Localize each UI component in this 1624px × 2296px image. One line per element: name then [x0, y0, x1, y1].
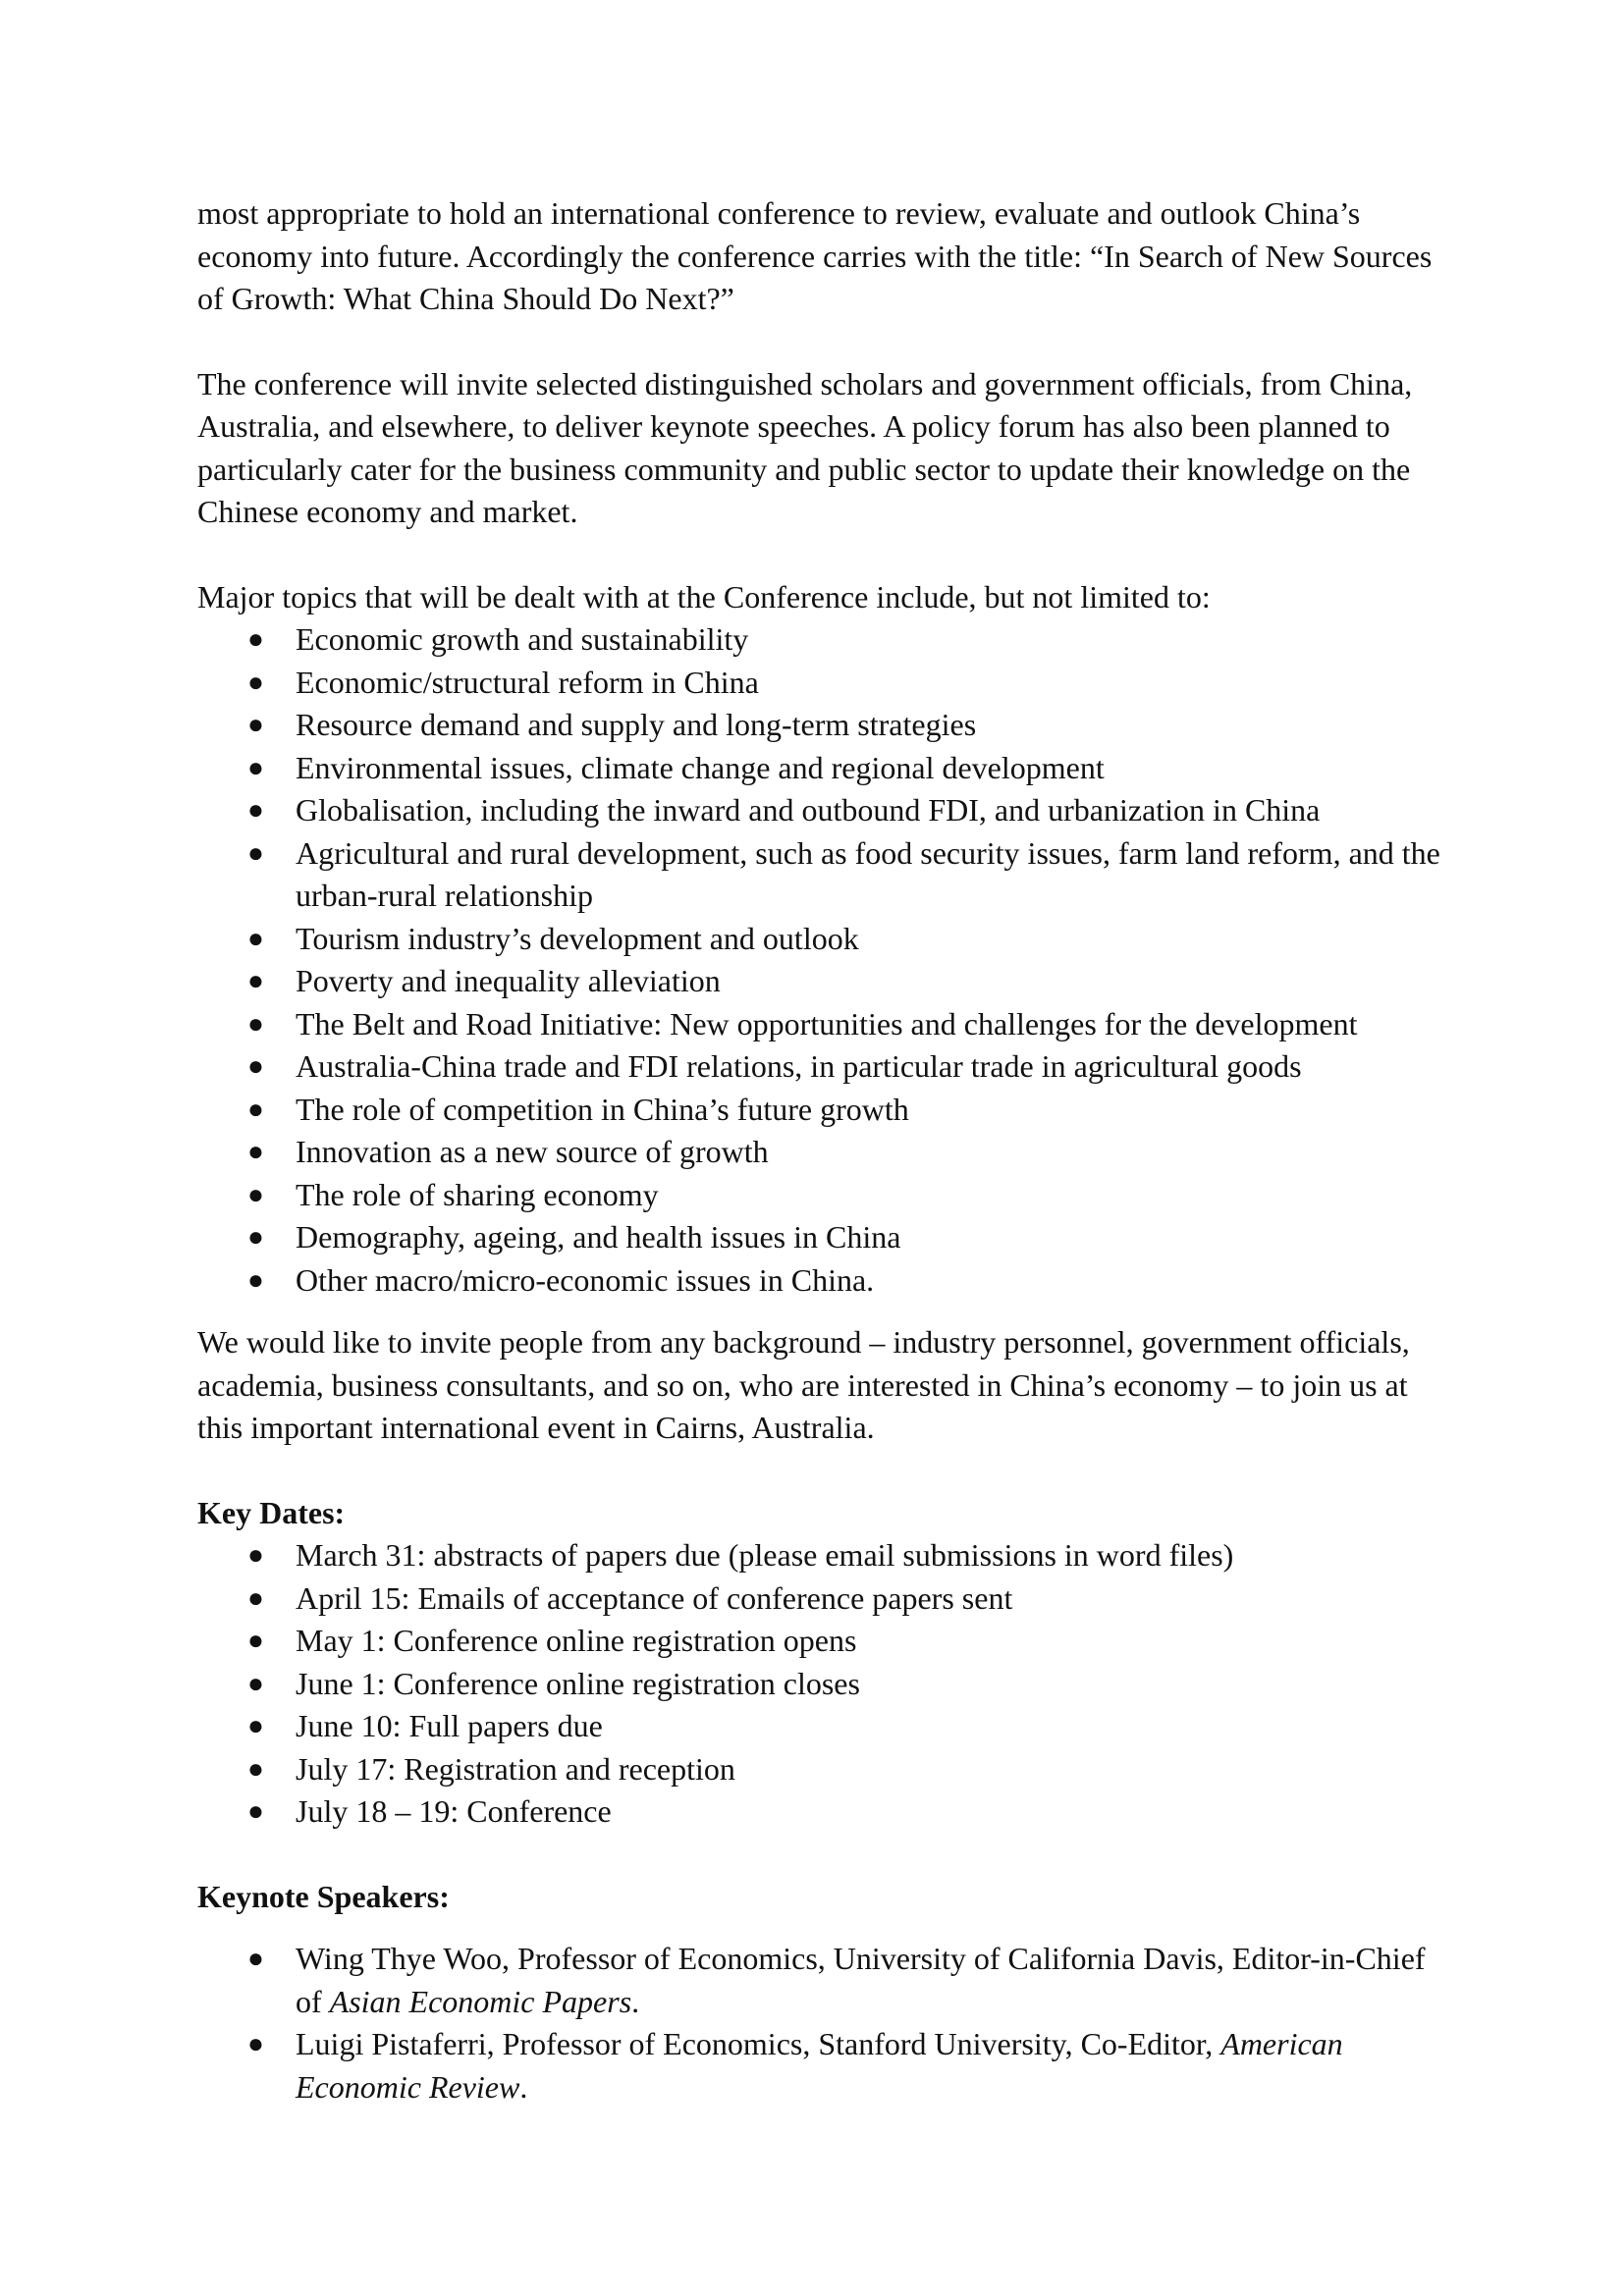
topic-item: ● Economic/structural reform in China — [197, 662, 1454, 705]
document-page — [197, 192, 1454, 2109]
key-dates-list — [197, 1534, 1454, 1834]
topic-item: ● Australia-China trade and FDI relations, in particular trade in agricultural goods — [197, 1045, 1454, 1089]
bullet-icon: ● — [247, 1094, 264, 1125]
topic-item: ● Globalisation, including the inward and outbound FDI, and urbanization in China — [197, 789, 1454, 832]
topic-item: ● Tourism industry’s development and outlook — [197, 918, 1454, 961]
bullet-icon: ● — [247, 1944, 264, 1974]
topic-item: ● Resource demand and supply and long-term strategies — [197, 704, 1454, 747]
journal-title: Asian Economic Papers — [329, 1983, 632, 2019]
bullet-icon: ● — [247, 710, 264, 740]
bullet-icon: ● — [247, 1540, 264, 1571]
keynote-speaker-item: ● Luigi Pistaferri, Professor of Economics, Stanford University, Co-Editor, American Economic Review. — [197, 2023, 1454, 2109]
bullet-icon: ● — [247, 1137, 264, 1167]
journal-title: American Economic Review — [296, 2026, 1343, 2105]
key-date-item: ● May 1: Conference online registration opens — [197, 1620, 1454, 1663]
bullet-icon: ● — [247, 752, 264, 783]
key-date-item: ● July 17: Registration and reception — [197, 1748, 1454, 1791]
topic-item: ● The role of competition in China’s future growth — [197, 1089, 1454, 1132]
topic-item: ● Other macro/micro-economic issues in China. — [197, 1259, 1454, 1303]
topic-item: ● Innovation as a new source of growth — [197, 1131, 1454, 1174]
bullet-icon: ● — [247, 1626, 264, 1656]
key-date-item: ● June 1: Conference online registration closes — [197, 1663, 1454, 1706]
topic-item: ● The role of sharing economy — [197, 1174, 1454, 1217]
bullet-icon: ● — [247, 667, 264, 698]
topics-lead: Major topics that will be dealt with at the Conference include, but not limited to: — [197, 578, 1211, 614]
keynote-speakers-list — [197, 1938, 1454, 2109]
bullet-icon: ● — [247, 923, 264, 954]
topic-item: ● Demography, ageing, and health issues in China — [197, 1216, 1454, 1259]
bullet-icon: ● — [247, 1222, 264, 1253]
topics-list — [197, 618, 1454, 1302]
key-date-item: ● April 15: Emails of acceptance of conference papers sent — [197, 1577, 1454, 1621]
topic-item: ● Poverty and inequality alleviation — [197, 960, 1454, 1003]
bullet-icon: ● — [247, 1179, 264, 1210]
bullet-icon: ● — [247, 1711, 264, 1741]
bullet-icon: ● — [247, 837, 264, 869]
keynote-heading: Keynote Speakers: — [197, 1878, 450, 1914]
bullet-icon: ● — [247, 1264, 264, 1296]
key-date-item: ● June 10: Full papers due — [197, 1705, 1454, 1748]
topic-item: ● Environmental issues, climate change and regional development — [197, 747, 1454, 790]
key-date-item: ● July 18 – 19: Conference — [197, 1790, 1454, 1834]
bullet-icon: ● — [247, 1753, 264, 1785]
key-dates-heading: Key Dates: — [197, 1494, 346, 1530]
bullet-icon: ● — [247, 1796, 264, 1827]
intro-paragraph-2: The conference will invite selected distinguished scholars and government officials, from China, Australia, and elsewhere, to deliver keynote speeches. A policy forum has also been planned to particularly cater for the business community and public sector to update their knowledge on the Chinese economy and market. — [197, 365, 1413, 529]
bullet-icon: ● — [247, 2029, 264, 2059]
bullet-icon: ● — [247, 1582, 264, 1614]
bullet-icon: ● — [247, 1008, 264, 1040]
keynote-speaker-item: ● Wing Thye Woo, Professor of Economics, University of California Davis, Editor-in-Chief of Asian Economic Papers. — [197, 1938, 1454, 2023]
bullet-icon: ● — [247, 624, 264, 655]
bullet-icon: ● — [247, 966, 264, 996]
invite-paragraph: We would like to invite people from any background – industry personnel, government officials, academia, business consultants, and so on, who are interested in China’s economy – to join us at this important international event in Cairns, Australia. — [197, 1324, 1410, 1445]
bullet-icon: ● — [247, 1051, 264, 1082]
topic-item: ● The Belt and Road Initiative: New opportunities and challenges for the development — [197, 1003, 1454, 1046]
bullet-icon: ● — [247, 1668, 264, 1699]
bullet-icon: ● — [247, 795, 264, 826]
intro-paragraph-1: most appropriate to hold an international conference to review, evaluate and outlook China’s economy into future. Accordingly the conference carries with the title: “In Search of New Sources of Growth: What China Should Do Next?” — [197, 195, 1433, 316]
topic-item: ● Economic growth and sustainability — [197, 618, 1454, 662]
topic-item: ● Agricultural and rural development, such as food security issues, farm land reform, and the urban-rural relationship — [197, 832, 1454, 918]
key-date-item: ● March 31: abstracts of papers due (please email submissions in word files) — [197, 1534, 1454, 1577]
